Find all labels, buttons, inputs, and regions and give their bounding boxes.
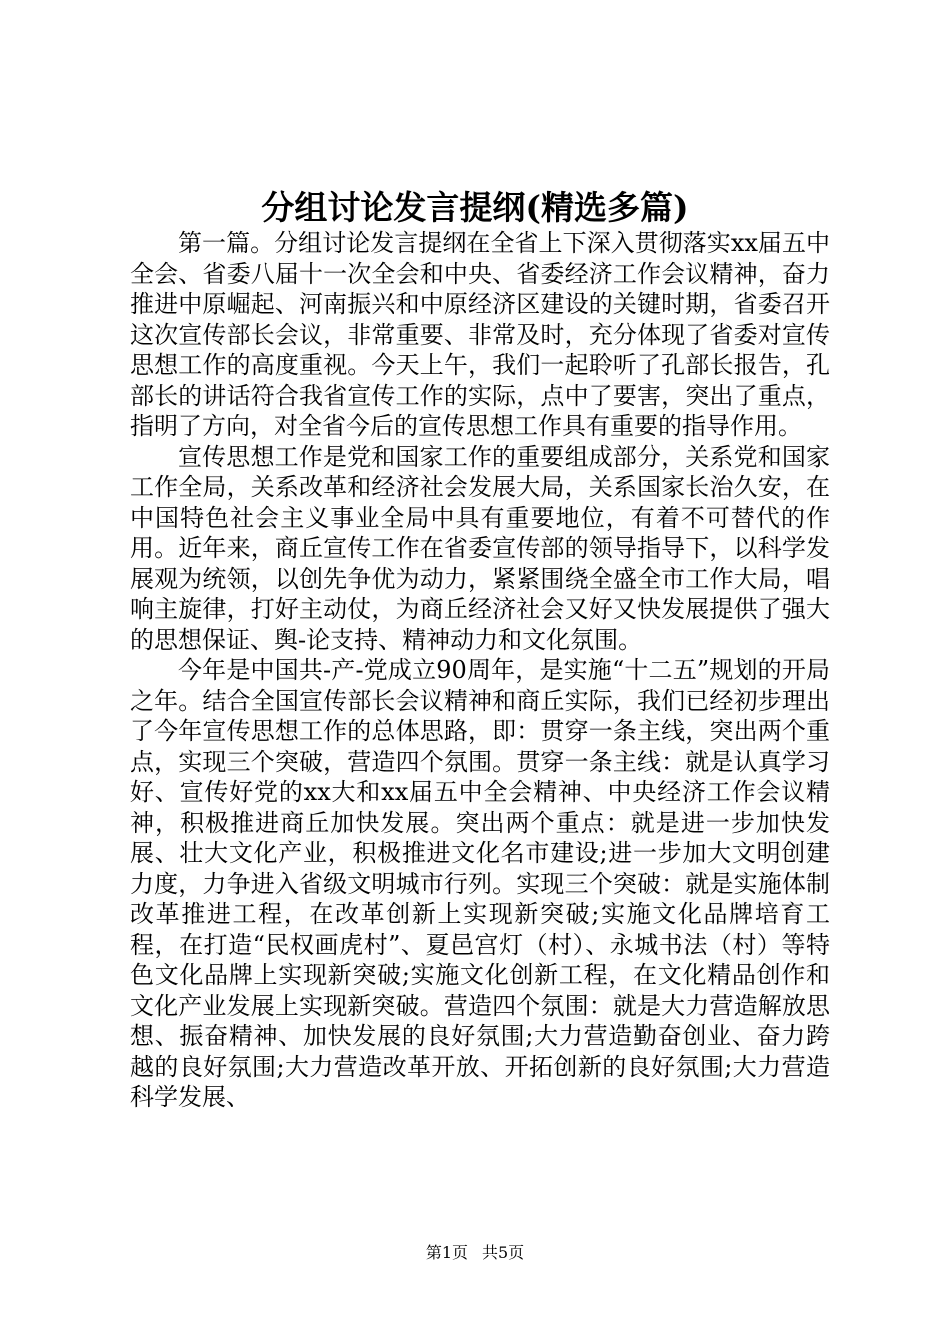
- paragraph-3: 今年是中国共-产-党成立90周年，是实施“十二五”规划的开局之年。结合全国宣传部长会议精神和商丘实际，我们已经初步理出了今年宣传思想工作的总体思路，即：贯穿一条主线，突出两个重点，实现三个突破，营造四个氛围。贯穿一条主线：就是认真学习好、宣传好党的xx大和xx届五中全会精神、中央经济工作会议精神，积极推进商丘加快发展。突出两个重点：就是进一步加快发展、壮大文化产业，积极推进文化名市建设;进一步加大文明创建力度，力争进入省级文明城市行列。实现三个突破：就是实施体制改革推进工程，在改革创新上实现新突破;实施文化品牌培育工程，在打造“民权画虎村”、夏邑宫灯（村）、永城书法（村）等特色文化品牌上实现新突破;实施文化创新工程，在文化精品创作和文化产业发展上实现新突破。营造四个氛围：就是大力营造解放思想、振奋精神、加快发展的良好氛围;大力营造勤奋创业、奋力跨越的良好氛围;大力营造改革开放、开拓创新的良好氛围;大力营造科学发展、: [130, 656, 830, 1111]
- page-total: 共5页: [482, 1243, 525, 1262]
- page-footer: [0, 1242, 950, 1264]
- paragraph-1: 第一篇。分组讨论发言提纲在全省上下深入贯彻落实xx届五中全会、省委八届十一次全会和中央、省委经济工作会议精神，奋力推进中原崛起、河南振兴和中原经济区建设的关键时期，省委召开这次宣传部长会议，非常重要、非常及时，充分体现了省委对宣传思想工作的高度重视。今天上午，我们一起聆听了孔部长报告，孔部长的讲话符合我省宣传工作的实际，点中了要害，突出了重点，指明了方向，对全省今后的宣传思想工作具有重要的指导作用。: [130, 229, 830, 440]
- page-number: 第1页: [425, 1243, 468, 1262]
- paragraph-2: 宣传思想工作是党和国家工作的重要组成部分，关系党和国家工作全局，关系改革和经济社会发展大局，关系国家长治久安，在中国特色社会主义事业全局中具有重要地位，有着不可替代的作用。近年来，商丘宣传工作在省委宣传部的领导指导下，以科学发展观为统领，以创先争优为动力，紧紧围绕全盛全市工作大局，唱响主旋律，打好主动仗，为商丘经济社会又好又快发展提供了强大的思想保证、舆-论支持、精神动力和文化氛围。: [130, 442, 830, 654]
- document-title: 分组讨论发言提纲(精选多篇): [261, 188, 689, 227]
- document-body: [130, 228, 830, 1113]
